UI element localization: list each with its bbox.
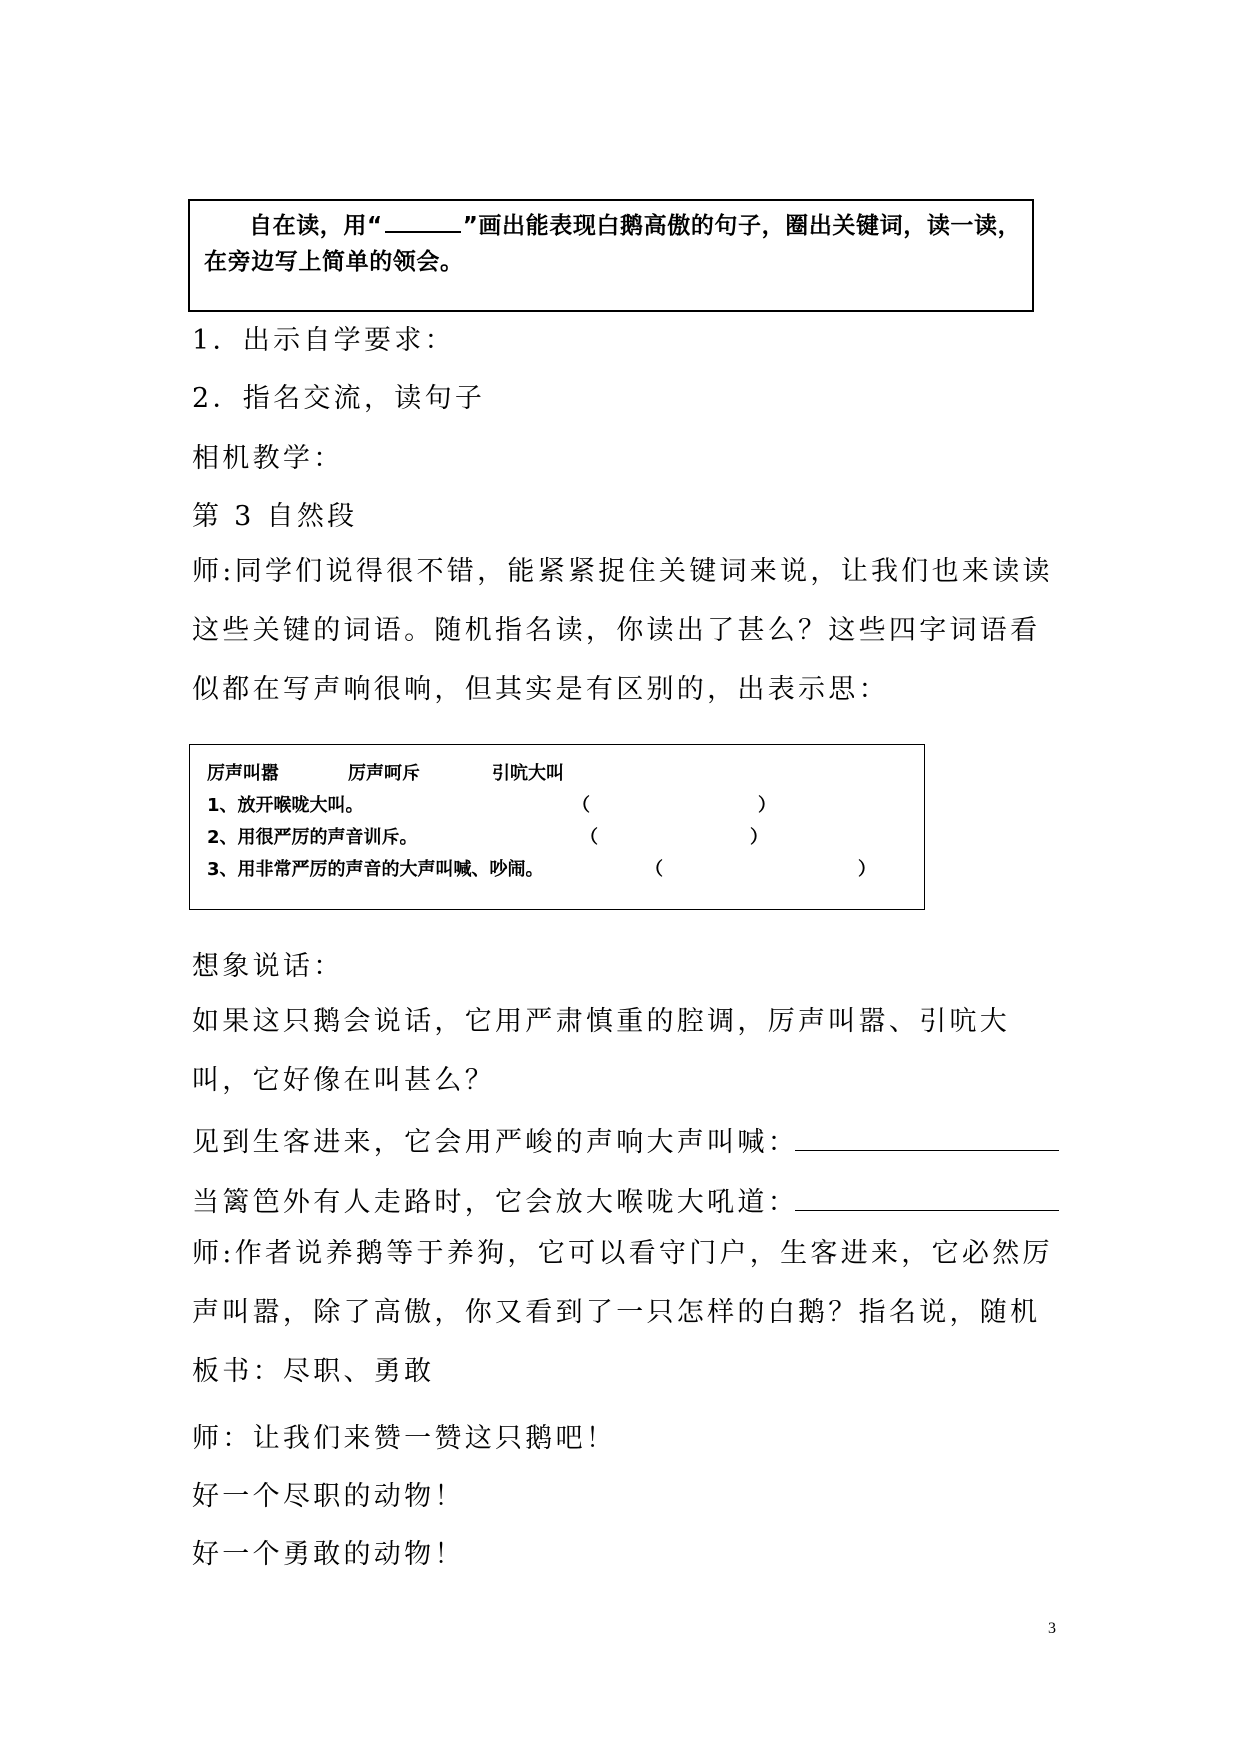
teaching-label: 相机教学： xyxy=(192,443,344,474)
step-1: 1．出示自学要求： xyxy=(192,325,455,356)
praise-intro: 师：让我们来赞一赞这只鹅吧！ xyxy=(192,1423,617,1454)
instruction-text: 自在读，用“ ”画出能表现白鹅高傲的句子，圈出关键词，读一读，在旁边写上简单的领会。 xyxy=(204,208,1024,280)
praise-line-2: 好一个勇敢的动物！ xyxy=(192,1539,465,1570)
item-3-text: 3、用非常严厉的声音的大声叫喊、吵闹。 xyxy=(207,859,544,880)
item-2-text: 2、用很严厉的声音训斥。 xyxy=(207,827,418,848)
praise-line-1: 好一个尽职的动物！ xyxy=(192,1481,465,1512)
paragraph-label: 第 3 自然段 xyxy=(192,501,358,532)
instruction-box xyxy=(188,199,1034,312)
fill-line-1-blank xyxy=(795,1150,1059,1151)
underline-sample xyxy=(385,209,461,233)
item-3-close: ） xyxy=(858,859,876,880)
step-2: 2．指名交流，读句子 xyxy=(192,383,486,414)
page-number: 3 xyxy=(1048,1620,1056,1637)
item-1-text: 1、放开喉咙大叫。 xyxy=(207,795,364,816)
teacher-paragraph-2: 师:作者说养鹅等于养狗，它可以看守门户，生客进来，它必然厉声叫嚣，除了高傲，你又看到了一只怎样的白鹅？指名说，随机板书：尽职、勇敢 xyxy=(192,1238,1053,1387)
item-2-open: （ xyxy=(580,827,598,848)
teacher-paragraph-1: 师:同学们说得很不错，能紧紧捉住关键词来说，让我们也来读读这些关键的词语。随机指名读，你读出了甚么？这些四字词语看似都在写声响很响，但其实是有区别的，出表示思： xyxy=(192,556,1053,705)
item-3-open: （ xyxy=(645,859,663,880)
imagine-question: 如果这只鹅会说话，它用严肃慎重的腔调，厉声叫嚣、引吭大叫，它好像在叫甚么？ xyxy=(192,1006,1011,1096)
word-match-box xyxy=(189,744,925,910)
item-2-close: ） xyxy=(750,827,768,848)
fill-line-1-text: 见到生客进来，它会用严峻的声响大声叫喊： xyxy=(192,1127,798,1158)
word-3: 引吭大叫 xyxy=(492,763,564,784)
fill-line-2-blank xyxy=(795,1210,1059,1211)
fill-line-2-text: 当篱笆外有人走路时，它会放大喉咙大吼道： xyxy=(192,1187,798,1218)
item-1-open: （ xyxy=(572,795,590,816)
imagine-label: 想象说话： xyxy=(192,951,344,982)
item-1-close: ） xyxy=(758,795,776,816)
word-1: 厉声叫嚣 xyxy=(207,763,279,784)
word-2: 厉声呵斥 xyxy=(348,763,420,784)
